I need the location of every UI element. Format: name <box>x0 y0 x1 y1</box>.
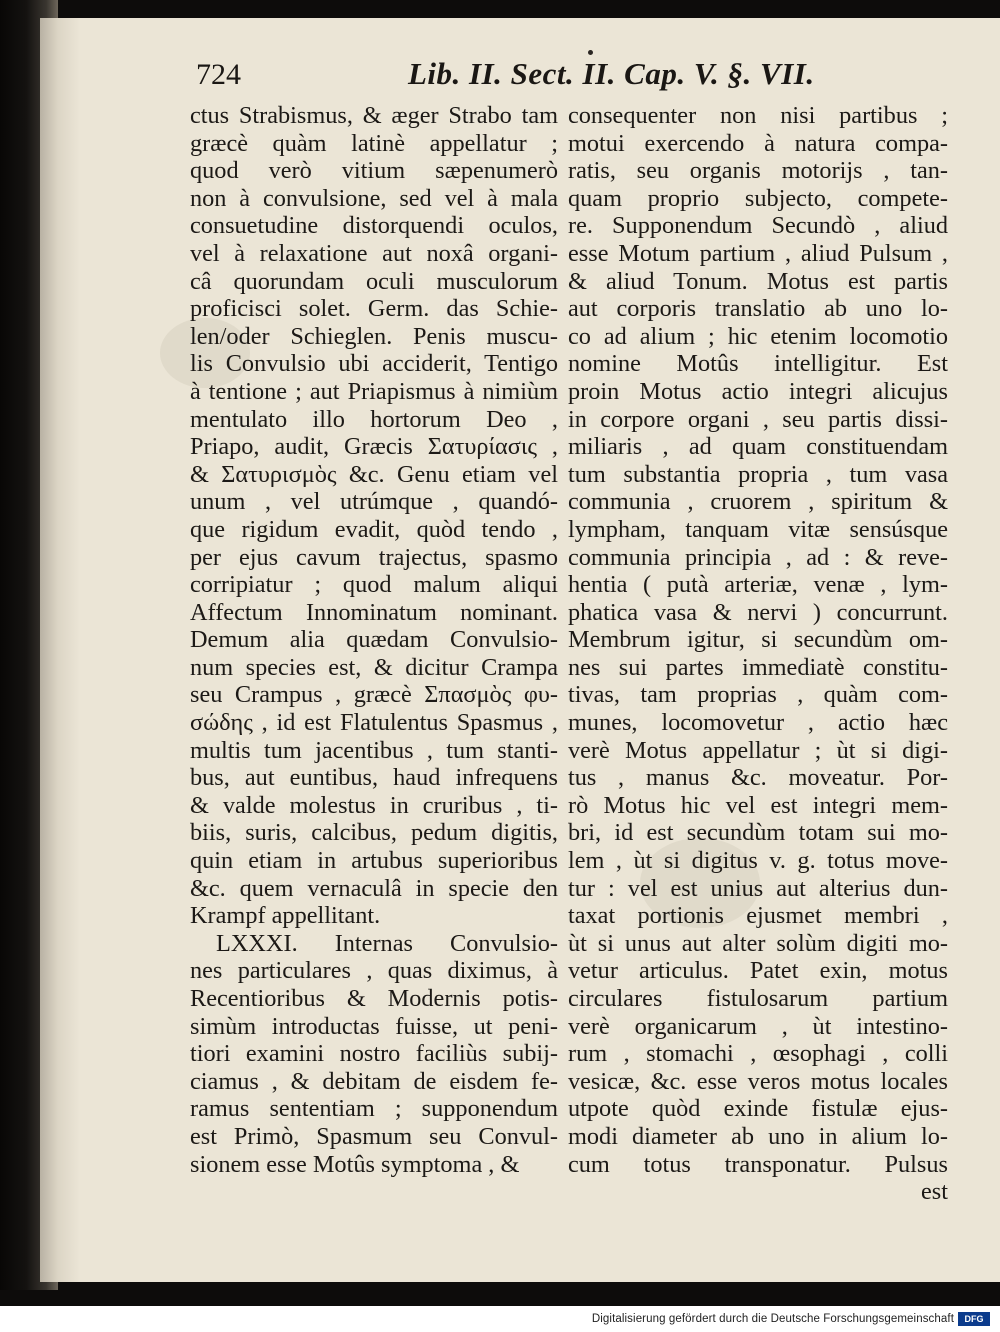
text-line: ramus sententiam ; supponendum <box>190 1095 558 1123</box>
running-title: Lib. II. Sect. II. Cap. V. §. VII. <box>408 56 815 91</box>
text-line: nomine Motûs intelligitur. Est <box>568 350 948 378</box>
text-line: circulares fistulosarum partium <box>568 985 948 1012</box>
footer-bar <box>0 1306 1000 1332</box>
text-line: lis Convulsio ubi acciderit, Tentigo <box>190 350 558 378</box>
page-number: 724 <box>196 58 241 91</box>
text-line: vesicæ, &c. esse veros motus locales <box>568 1067 948 1095</box>
text-line: in corpore organi , seu partis dissi- <box>568 405 948 433</box>
text-line: multis tum jacentibus , tum stanti- <box>190 736 558 764</box>
text-line: Krampf appellitant. <box>190 902 381 930</box>
text-line: &c. quem vernaculâ in specie den <box>190 874 558 902</box>
text-line: bus, aut euntibus, haud infrequens <box>190 764 558 792</box>
text-line: aut corporis translatio ab uno lo- <box>568 295 948 323</box>
text-line: tus , manus &c. moveatur. Por- <box>568 764 948 792</box>
text-line: nes sui partes immediatè constitu- <box>568 653 948 681</box>
text-line: est Primò, Spasmum seu Convul- <box>190 1122 558 1150</box>
text-line: ctus Strabismus, & æger Strabo tam <box>190 102 558 129</box>
text-line: vetur articulus. Patet exin, motus <box>568 957 948 985</box>
text-line: Priapo, audit, Græcis Σατυρίασις , <box>190 433 558 461</box>
text-line: tur : vel est unius aut alterius dun- <box>568 874 948 902</box>
text-line: simùm introductas fuisse, ut peni- <box>190 1012 558 1040</box>
text-line: communia principia , ad : & reve- <box>568 543 948 571</box>
text-line: & valde molestus in cruribus , ti- <box>190 791 558 819</box>
text-line: que rigidum evadit, quòd tendo , <box>190 515 558 543</box>
text-line: cum totus transponatur. Pulsus <box>568 1150 948 1178</box>
text-line: quod verò vitium sæpenumerò <box>190 157 558 185</box>
text-line: taxat portionis ejusmet membri , <box>568 902 948 930</box>
text-line: verè organicarum , ùt intestino- <box>568 1012 948 1040</box>
text-line: Demum alia quædam Convulsio- <box>190 626 558 654</box>
text-line: câ quorundam oculi musculorum <box>190 267 558 295</box>
text-line: quam proprio subjecto, compete- <box>568 184 948 212</box>
text-line: Recentioribus & Modernis potis- <box>190 985 558 1012</box>
text-line: verè Motus appellatur ; ùt si digi- <box>568 736 948 764</box>
text-line: quin etiam in artubus superioribus <box>190 847 558 875</box>
text-line: per ejus cavum trajectus, spasmo <box>190 543 558 571</box>
text-line: unum , vel utrúmque , quandó- <box>190 488 558 516</box>
text-line: tiori examini nostro faciliùs subij- <box>190 1040 558 1068</box>
text-line: modi diameter ab uno in alium lo- <box>568 1122 948 1150</box>
text-line: Membrum igitur, si secundùm om- <box>568 626 948 654</box>
text-line: re. Supponendum Secundò , aliud <box>568 212 948 240</box>
text-line: motui exercendo à natura compa- <box>568 129 948 157</box>
text-line: rò Motus hic vel est integri mem- <box>568 791 948 819</box>
text-line: lympham, tanquam vitæ sensúsque <box>568 515 948 543</box>
text-line: σώδης , id est Flatulentus Spasmus , <box>190 709 558 737</box>
text-line: mentulato illo hortorum Deo , <box>190 405 558 433</box>
text-line: munes, locomovetur , actio hæc <box>568 709 948 737</box>
text-line: hentia ( putà arteriæ, venæ , lym- <box>568 571 948 599</box>
text-line: biis, suris, calcibus, pedum digitis, <box>190 819 558 847</box>
text-line: consequenter non nisi partibus ; <box>568 102 948 129</box>
text-line: ùt si unus aut alter solùm digiti mo- <box>568 929 948 957</box>
book-page <box>40 18 1000 1282</box>
left-text-column <box>190 102 558 1178</box>
text-line: & aliud Tonum. Motus est partis <box>568 267 948 295</box>
text-line: lem , ùt si digitus v. g. totus move- <box>568 847 948 875</box>
text-line: ratis, seu organis motorijs , tan- <box>568 157 948 185</box>
dfg-logo: DFG <box>958 1312 990 1326</box>
text-line: co ad alium ; hic etenim locomotio <box>568 322 948 350</box>
text-line: est <box>921 1178 948 1206</box>
text-line: communia , cruorem , spiritum & <box>568 488 948 516</box>
text-line: rum , stomachi , œsophagi , colli <box>568 1040 948 1068</box>
text-line: LXXXI. Internas Convulsio- <box>216 929 558 957</box>
text-line: non à convulsione, sed vel à mala <box>190 184 558 212</box>
text-line: proin Motus actio integri alicujus <box>568 377 948 405</box>
text-line: num species est, & dicitur Crampa <box>190 653 558 681</box>
funding-credit: Digitalisierung gefördert durch die Deutsche Forschungsgemeinschaft <box>591 1313 954 1325</box>
text-line: tivas, tam proprias , quàm com- <box>568 681 948 709</box>
text-line: sionem esse Motûs symptoma , & <box>190 1150 520 1178</box>
text-line: seu Crampus , græcè Σπασμὸς φυ- <box>190 681 558 709</box>
text-line: corripiatur ; quod malum aliqui <box>190 571 558 599</box>
text-line: Affectum Innominatum nominant. <box>190 598 558 626</box>
text-line: tum substantia propria , tum vasa <box>568 460 948 488</box>
text-line: phatica vasa & nervi ) concurrunt. <box>568 598 948 626</box>
text-line: nes particulares , quas diximus, à <box>190 957 558 985</box>
text-line: utpote quòd exinde fistulæ ejus- <box>568 1095 948 1123</box>
text-line: græcè quàm latinè appellatur ; <box>190 129 558 157</box>
text-line: miliaris , ad quam constituendam <box>568 433 948 461</box>
text-line: len/oder Schieglen. Penis muscu- <box>190 322 558 350</box>
text-line: esse Motum partium , aliud Pulsum , <box>568 239 948 267</box>
text-line: proficisci solet. Germ. das Schie- <box>190 295 558 323</box>
text-line: ciamus , & debitam de eisdem fe- <box>190 1067 558 1095</box>
text-line: à tentione ; aut Priapismus à nimiùm <box>190 377 558 405</box>
text-line: bri, id est secundùm totam sui mo- <box>568 819 948 847</box>
right-text-column <box>568 102 948 1206</box>
text-line: consuetudine distorquendi oculos, <box>190 212 558 240</box>
text-line: & Σατυρισμὸς &c. Genu etiam vel <box>190 460 558 488</box>
text-line: vel à relaxatione aut noxâ organi- <box>190 239 558 267</box>
